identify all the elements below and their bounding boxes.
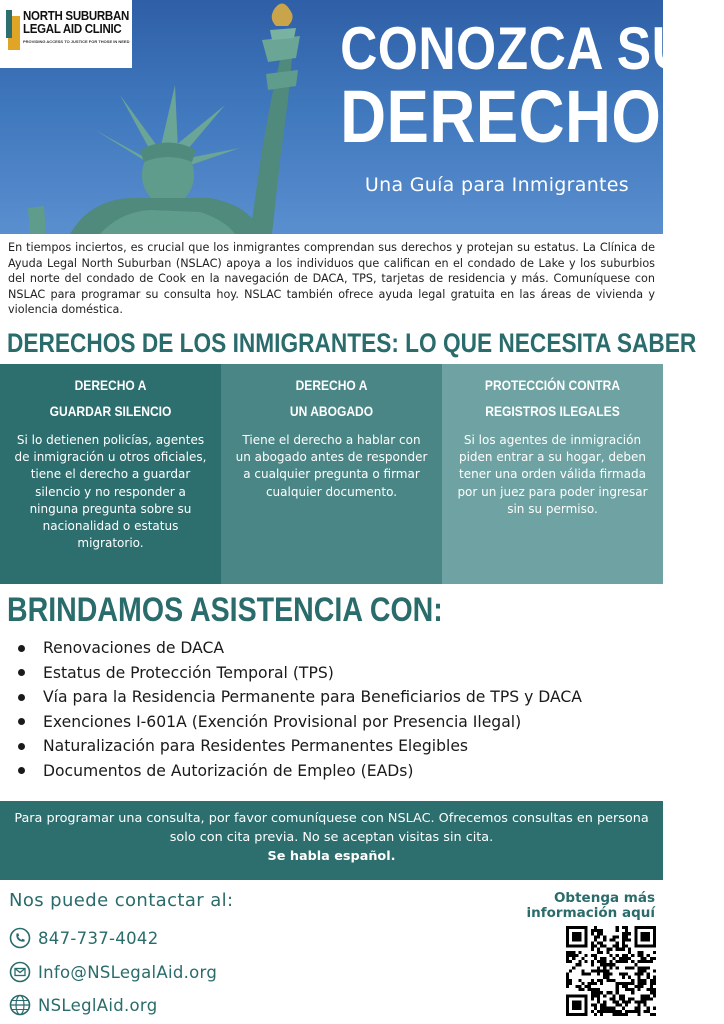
list-item [14, 759, 582, 784]
qr-label [505, 891, 655, 921]
right-card-title: GUARDAR SILENCIO [49, 403, 172, 419]
service-label: Estatus de Protección Temporal (TPS) [43, 663, 334, 682]
rights-heading: DERECHOS DE LOS INMIGRANTES: LO QUE NECESITA SABER [7, 328, 697, 358]
right-card-body: Si lo detienen policías, agentes de inmigración u otros oficiales, tiene el derecho a guardar silencio y no responder a ninguna pregunta sobre su nacionalidad o estatus migratorio. [14, 433, 207, 551]
bullet-icon [18, 718, 25, 725]
right-card-lawyer [221, 364, 442, 584]
rights-columns [0, 364, 663, 584]
list-item [14, 734, 582, 759]
consultation-band [0, 801, 663, 880]
list-item [14, 710, 582, 735]
qr-label-line1: Obtenga más [553, 890, 655, 906]
phone-icon [9, 927, 31, 949]
website-url[interactable]: NSLeglAid.org [38, 995, 158, 1015]
title-line2: DERECHOS [340, 75, 705, 158]
service-label: Documentos de Autorización de Empleo (EADs) [43, 761, 414, 780]
logo-tagline: PROVIDING ACCESS TO JUSTICE FOR THOSE IN NEED [23, 39, 130, 44]
page-subtitle: Una Guía para Inmigrantes [364, 174, 629, 196]
title-line1: CONOZCA SUS [340, 15, 724, 82]
right-card-body: Tiene el derecho a hablar con un abogado antes de responder a cualquier pregunta o firmar cualquier documento. [235, 433, 428, 499]
right-card-silence [0, 364, 221, 584]
bullet-icon [18, 767, 25, 774]
qr-code[interactable] [566, 926, 656, 1016]
service-label: Exenciones I-601A (Exención Provisional por Presencia Ilegal) [43, 712, 522, 731]
services-heading: BRINDAMOS ASISTENCIA CON: [7, 591, 443, 629]
service-label: Vía para la Residencia Permanente para Beneficiarios de TPS y DACA [43, 688, 582, 706]
list-item [14, 685, 582, 710]
contact-email[interactable] [9, 961, 217, 983]
hero-banner [0, 0, 724, 234]
logo-name-line2: LEGAL AID CLINIC [23, 22, 122, 36]
contact-website[interactable] [9, 994, 157, 1016]
contact-phone[interactable] [9, 927, 159, 949]
consultation-text: Para programar una consulta, por favor comuníquese con NSLAC. Ofrecemos consultas en persona solo con cita previa. No se aceptan visitas sin cita. [14, 811, 649, 845]
email-address[interactable]: Info@NSLegalAid.org [38, 962, 218, 982]
right-card-search [442, 364, 663, 584]
bullet-icon [18, 694, 25, 701]
bullet-icon [18, 645, 25, 652]
bullet-icon [18, 743, 25, 750]
phone-number[interactable]: 847-737-4042 [38, 928, 159, 948]
service-label: Naturalización para Residentes Permanentes Elegibles [43, 737, 469, 755]
contact-heading: Nos puede contactar al: [9, 890, 234, 911]
right-card-title: DERECHO A [295, 377, 368, 393]
intro-paragraph: En tiempos inciertos, es crucial que los inmigrantes comprendan sus derechos y protejan su estatus. La Clínica de Ayuda Legal North Suburban (NSLAC) apoya a los individuos que califican en el condado de Lake y los suburbios del norte del condado de Cook en la navegación de DACA, TPS, tarjetas de residencia y más. Comuníquese con NSLAC para programar su consulta hoy. NSLAC también ofrece ayuda legal gratuita en las áreas de vivienda y violencia doméstica. [8, 241, 655, 316]
spanish-spoken-note: Se habla español. [267, 849, 396, 864]
services-list [14, 636, 582, 783]
right-card-title: REGISTROS ILEGALES [485, 403, 620, 419]
logo-name-line1: NORTH SUBURBAN [23, 9, 130, 23]
list-item [14, 636, 582, 661]
service-label: Renovaciones de DACA [43, 639, 225, 657]
right-card-title: DERECHO A [74, 377, 147, 393]
torch-logo-icon [6, 10, 20, 50]
right-card-title: UN ABOGADO [289, 403, 374, 419]
right-card-title: PROTECCIÓN CONTRA [484, 377, 621, 393]
bullet-icon [18, 669, 25, 676]
right-card-body: Si los agentes de inmigración piden entrar a su hogar, deben tener una orden válida firmada por un juez para poder ingresar sin su permiso. [457, 433, 648, 516]
list-item [14, 661, 582, 686]
nslac-logo [0, 0, 132, 68]
page-title [317, 15, 724, 158]
globe-icon [9, 994, 31, 1016]
email-icon [9, 961, 31, 983]
qr-label-line2: información aquí [526, 905, 655, 921]
